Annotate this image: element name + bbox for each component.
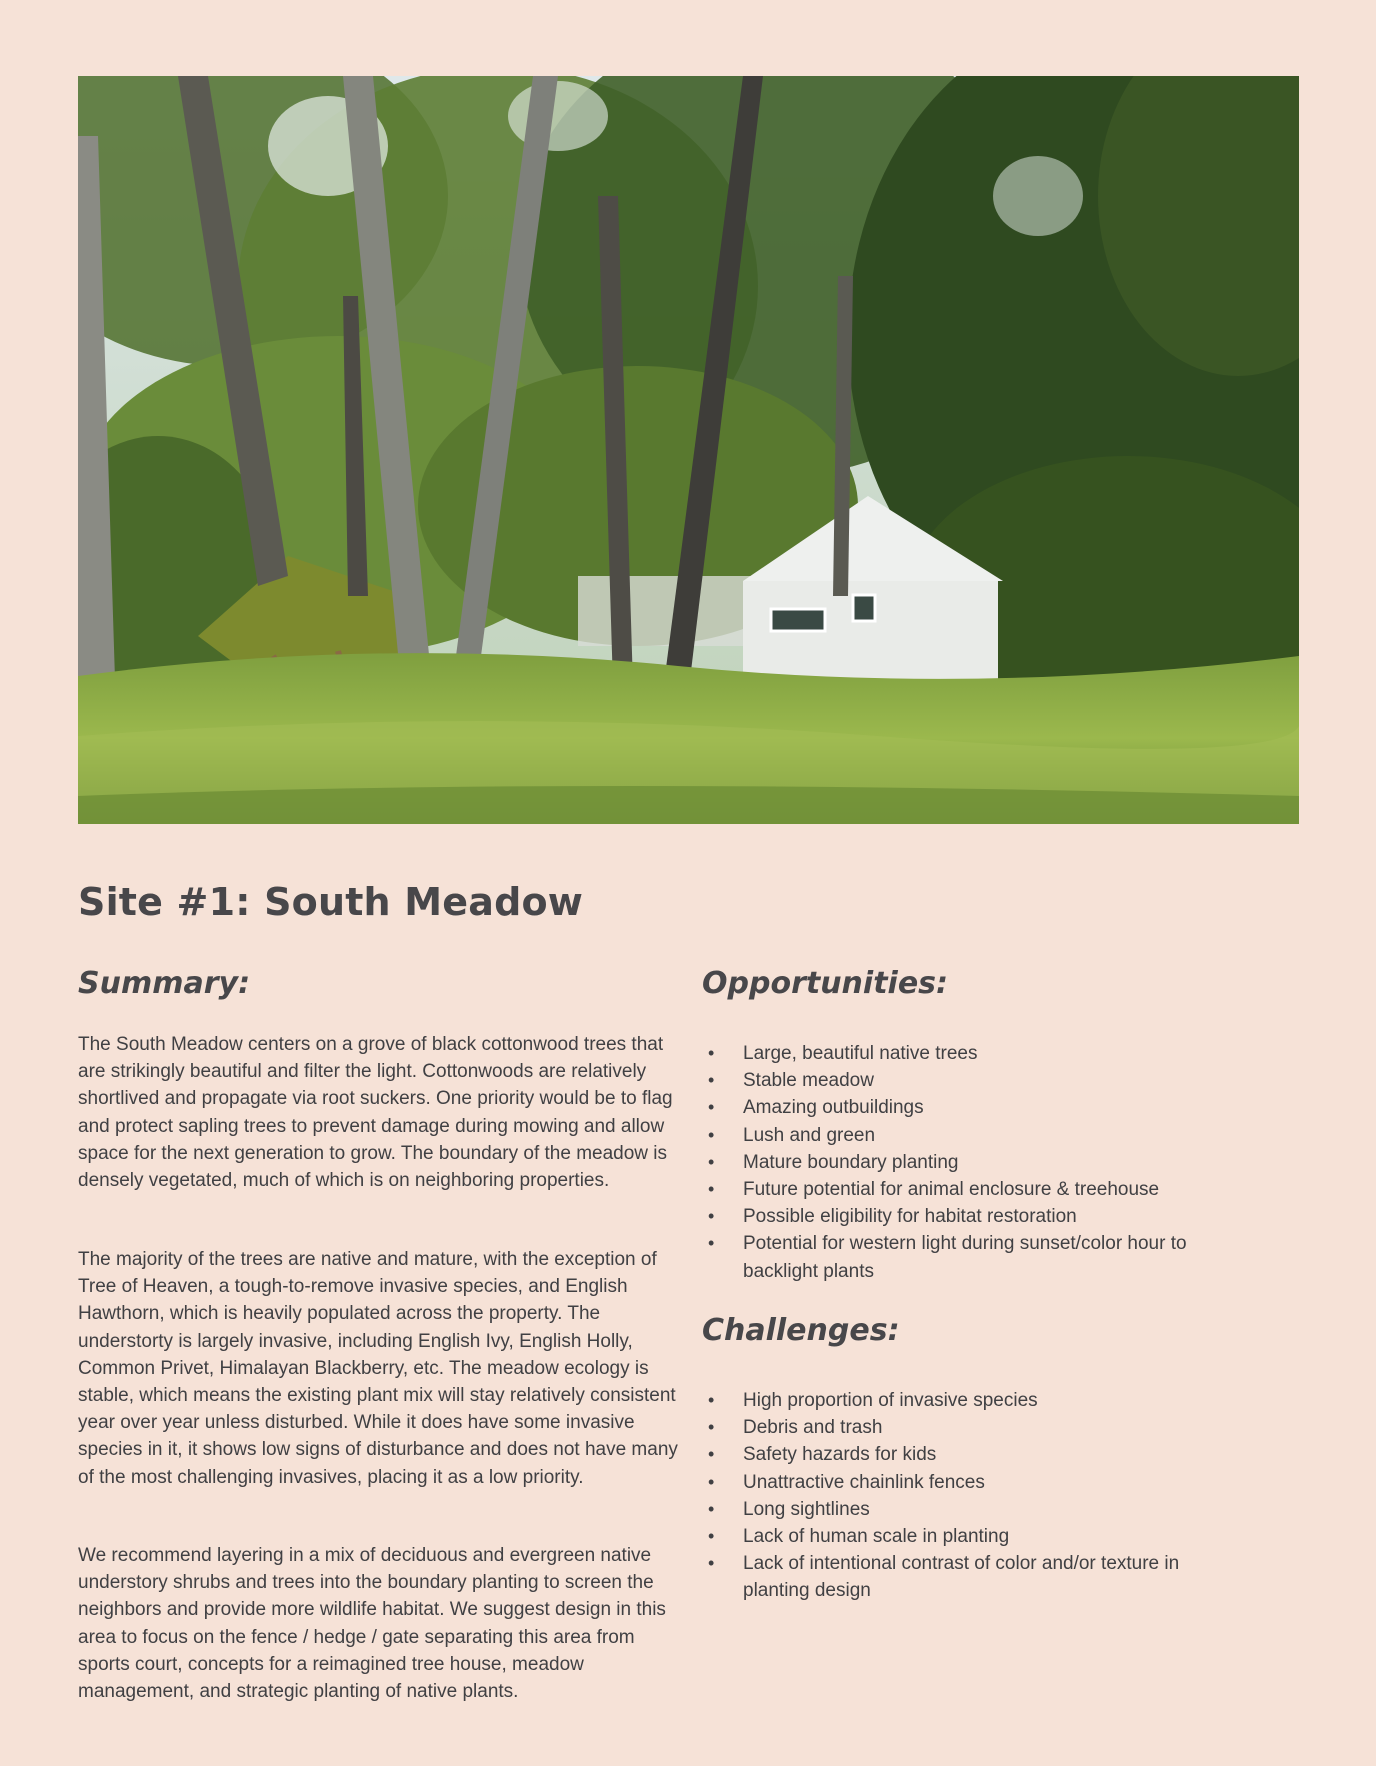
list-item: • High proportion of invasive species <box>702 1387 1222 1414</box>
summary-paragraph-2: The majority of the trees are native and mature, with the exception of Tree of Heaven, a tough-to-remove invasive species, and English Hawthorn, which is heavily populated across the property. The understorty is largely invasive, including English Ivy, English Holly, Common Privet, Himalayan Blackberry, etc. The meadow ecology is stable, which means the existing plant mix will stay relatively consistent year over year unless disturbed. While it does have some invasive species in it, it shows low signs of disturbance and does not have many of the most challenging invasives, placing it as a low priority. <box>78 1249 678 1488</box>
list-item: • Unattractive chainlink fences <box>702 1469 1222 1496</box>
list-item: • Mature boundary planting <box>702 1149 1222 1176</box>
list-item: • Lush and green <box>702 1122 1222 1149</box>
list-item: • Potential for western light during sunset/color hour to backlight plants <box>702 1230 1222 1284</box>
list-item: • Stable meadow <box>702 1067 1222 1094</box>
list-item: • Large, beautiful native trees <box>702 1040 1222 1067</box>
challenges-list <box>702 1387 1222 1605</box>
list-item: • Long sightlines <box>702 1496 1222 1523</box>
list-item: • Possible eligibility for habitat restoration <box>702 1203 1222 1230</box>
list-item: • Lack of intentional contrast of color and/or texture in planting design <box>702 1550 1222 1604</box>
meadow-photo-illustration <box>78 76 1299 824</box>
page-title: Site #1: South Meadow <box>78 880 584 924</box>
summary-paragraph-1: The South Meadow centers on a grove of black cottonwood trees that are strikingly beautiful and filter the light. Cottonwoods are relatively shortlived and propagate via root suckers. One priority would be to flag and protect sapling trees to prevent damage during mowing and allow space for the next generation to grow. The boundary of the meadow is densely vegetated, much of which is on neighboring properties. <box>78 1034 673 1192</box>
list-item: • Safety hazards for kids <box>702 1441 1222 1468</box>
site-photo <box>78 76 1299 824</box>
list-item: • Lack of human scale in planting <box>702 1523 1222 1550</box>
summary-heading: Summary: <box>78 966 251 1001</box>
challenges-heading: Challenges: <box>702 1313 900 1348</box>
list-item: • Debris and trash <box>702 1414 1222 1441</box>
summary-paragraph-3: We recommend layering in a mix of deciduous and evergreen native understory shrubs and trees into the boundary planting to screen the neighbors and provide more wildlife habitat. We suggest design in this area to focus on the fence / hedge / gate separating this area from sports court, concepts for a reimagined tree house, meadow management, and strategic planting of native plants. <box>78 1545 666 1703</box>
list-item: • Amazing outbuildings <box>702 1094 1222 1121</box>
opportunities-heading: Opportunities: <box>702 966 949 1001</box>
list-item: • Future potential for animal enclosure & treehouse <box>702 1176 1222 1203</box>
opportunities-list <box>702 1040 1222 1285</box>
